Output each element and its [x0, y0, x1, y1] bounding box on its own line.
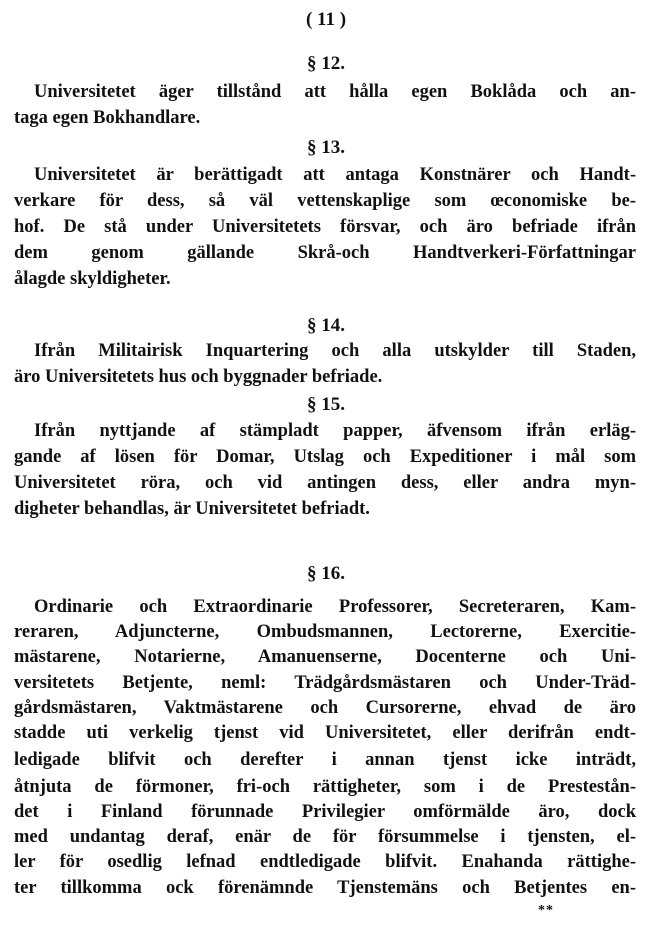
text-line: ledigade blifvit och derefter i annan tjenst icke inträdt,: [14, 750, 636, 770]
text-line: hof. De stå under Universitetets försvar, och äro befriade ifrån: [14, 217, 636, 237]
text-line: ler för osedlig lefnad endtledigade blifvit. Enahanda rättighe-: [14, 852, 636, 872]
text-line: Ifrån Militairisk Inquartering och alla utskylder till Staden,: [34, 341, 636, 361]
text-line: åtnjuta de förmoner, fri-och rättigheter, som i de Prestestån-: [14, 777, 636, 797]
section-heading: § 16.: [307, 563, 345, 584]
text-line: Ifrån nyttjande af stämpladt papper, äfvensom ifrån erläg-: [34, 421, 636, 441]
text-line: ålagde skyldigheter.: [14, 269, 171, 289]
signature-mark: **: [538, 903, 554, 918]
text-line: gande af lösen för Domar, Utslag och Expeditioner i mål som: [14, 447, 636, 467]
section-heading: § 13.: [307, 137, 345, 158]
text-line: det i Finland förunnade Privilegier omförmälde äro, dock: [14, 802, 636, 822]
text-line: äro Universitetets hus och byggnader befriade.: [14, 367, 383, 387]
text-line: Universitetet äger tillstånd att hålla egen Boklåda och an-: [34, 82, 636, 102]
text-line: gårdsmästaren, Vaktmästarene och Cursorerne, ehvad de äro: [14, 698, 636, 718]
text-line: mästarene, Notarierne, Amanuenserne, Docenterne och Uni-: [14, 647, 636, 667]
text-line: taga egen Bokhandlare.: [14, 108, 201, 128]
page-number: ( 11 ): [305, 9, 347, 30]
text-line: digheter behandlas, är Universitetet befriadt.: [14, 499, 370, 519]
text-line: reraren, Adjuncterne, Ombudsmannen, Lectorerne, Exercitie-: [14, 622, 636, 642]
text-line: Universitetet röra, och vid antingen dess, eller andra myn-: [14, 473, 636, 493]
text-line: Ordinarie och Extraordinarie Professorer, Secreteraren, Kam-: [34, 597, 636, 617]
section-heading: § 14.: [307, 315, 345, 336]
text-line: ter tillkomma ock förenämnde Tjenstemäns och Betjentes en-: [14, 878, 636, 898]
text-line: dem genom gällande Skrå-och Handtverkeri-Författningar: [14, 243, 636, 263]
section-heading: § 12.: [307, 53, 345, 74]
text-line: Universitetet är berättigadt att antaga Konstnärer och Handt-: [34, 165, 636, 185]
section-heading: § 15.: [307, 394, 345, 415]
text-line: versitetets Betjente, neml: Trädgårdsmästaren och Under-Träd-: [14, 673, 636, 693]
text-line: stadde uti verkelig tjenst vid Universitetet, eller derifrån endt-: [14, 723, 636, 743]
text-line: med undantag deraf, enär de för försummelse i tjensten, el-: [14, 827, 636, 847]
text-line: verkare för dess, så väl vettenskaplige som œconomiske be-: [14, 191, 636, 211]
